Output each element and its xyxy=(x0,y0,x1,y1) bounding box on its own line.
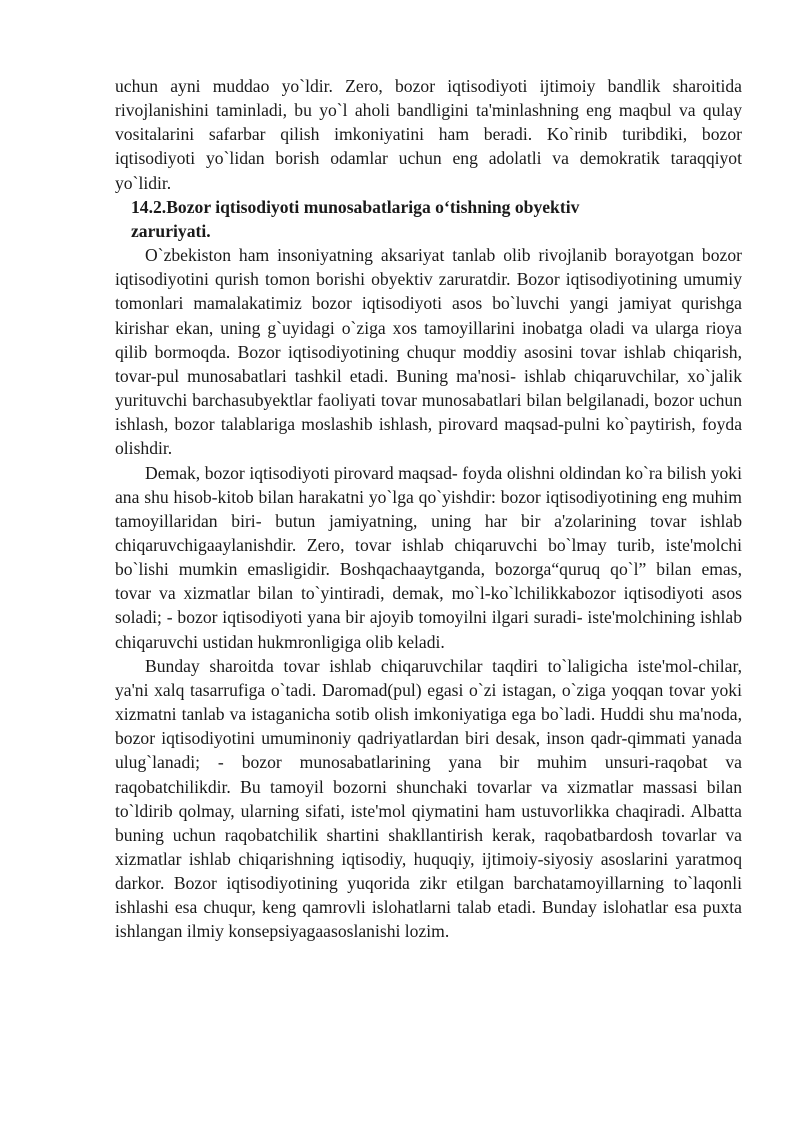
intro-paragraph: uchun ayni muddao yo`ldir. Zero, bozor iqtisodiyoti ijtimoiy bandlik sharoitida rivojlanishini taminladi, bu yo`l aholi bandligini ta'minlashning eng maqbul va qulay vositalarini safarbar qilish imkoniyatini ham beradi. Ko`rinib turibdiki, bozor iqtisodiyoti yo`lidan borish odamlar uchun eng adolatli va demokratik taraqqiyot yo`lidir. xyxy=(115,76,742,193)
body-paragraph-1: O`zbekiston ham insoniyatning aksariyat tanlab olib rivojlanib borayotgan bozor iqtisodiyotini qurish tomon borishi obyektiv zaruratdir. Bozor iqtisodiyotining umumiy tomonlari mamalakatimiz bozor iqtisodiyoti asos bo`luvchi yangi jamiyat qurishga kirishar ekan, uning g`uyidagi o`ziga xos tamoyillarini inobatga oladi va ularga rioya qilib bormoqda. Bozor iqtisodiyotining chuqur moddiy asosini tovar ishlab chiqarish, tovar-pul munosabatlari tashkil etadi. Buning ma'nosi- ishlab chiqaruvchilar, xo`jalik yurituvchi barchasubyektlar faoliyati tovar munosabatlari bilan belgilanadi, bozor uchun ishlash, bozor talablariga moslashib ishlash, pirovard maqsad-pulni ko`paytirish, foyda olishdir. xyxy=(115,245,742,459)
document-page xyxy=(115,74,742,944)
body-paragraph-3: Bunday sharoitda tovar ishlab chiqaruvchilar taqdiri to`laligicha iste'mol-chilar, ya'ni xalq tasarrufiga o`tadi. Daromad(pul) egasi o`zi istagan, o`ziga yoqqan tovar yoki xizmatni tanlab va istaganicha sotib olish imkoniyatiga ega bo`ladi. Huddi shu ma'noda, bozor iqtisodiyotini umuminoniy qadriyatlardan biri desak, inson qadr-qimmati yanada ulug`lanadi; - bozor munosabatlarining yana bir muhim unsuri-raqobat va raqobatchilikdir. Bu tamoyil bozorni shunchaki tovarlar va xizmatlar massasi bilan to`ldirib qolmay, ularning sifati, iste'mol qiymatini ham ustuvorlikka chaqiradi. Albatta buning uchun raqobatchilik shartini shakllantirish kerak, raqobatbardosh tovarlar va xizmatlar ishlab chiqarishning iqtisodiy, huquqiy, ijtimoiy-siyosiy asoslarini yaratmoq darkor. Bozor iqtisodiyotining yuqorida zikr etilgan barchatamoyillarning to`laqonli ishlashi esa chuqur, keng qamrovli islohatlarni talab etadi. Bunday islohatlar esa puxta ishlangan ilmiy konsepsiyagaasoslanishi lozim. xyxy=(115,655,742,942)
section-heading-line-1: 14.2.Bozor iqtisodiyoti munosabatlariga o‘tishning obyektiv xyxy=(131,196,580,217)
section-heading-line-2: zaruriyati. xyxy=(131,220,211,241)
body-paragraph-2: Demak, bozor iqtisodiyoti pirovard maqsad- foyda olishni oldindan ko`ra bilish yoki ana shu hisob-kitob bilan harakatni yo`lga qo`yishdir: bozor iqtisodiyotining eng muhim tamoyillaridan biri- butun jamiyatning, uning har bir a'zolarining tovar ishlab chiqaruvchigaaylanishdir. Zero, tovar ishlab chiqaruvchi bo`lmay turib, iste'molchi bo`lishi mumkin emasligidir. Boshqachaaytganda, bozorga“quruq qo`l” bilan emas, tovar va xizmatlar bilan to`yintiradi, demak, mo`l-ko`lchilikkabozor iqtisodiyoti asos soladi; - bozor iqtisodiyoti yana bir ajoyib tomoyilni ilgari suradi- iste'molchining ishlab chiqaruvchi ustidan hukmronligiga olib keladi. xyxy=(115,462,742,652)
